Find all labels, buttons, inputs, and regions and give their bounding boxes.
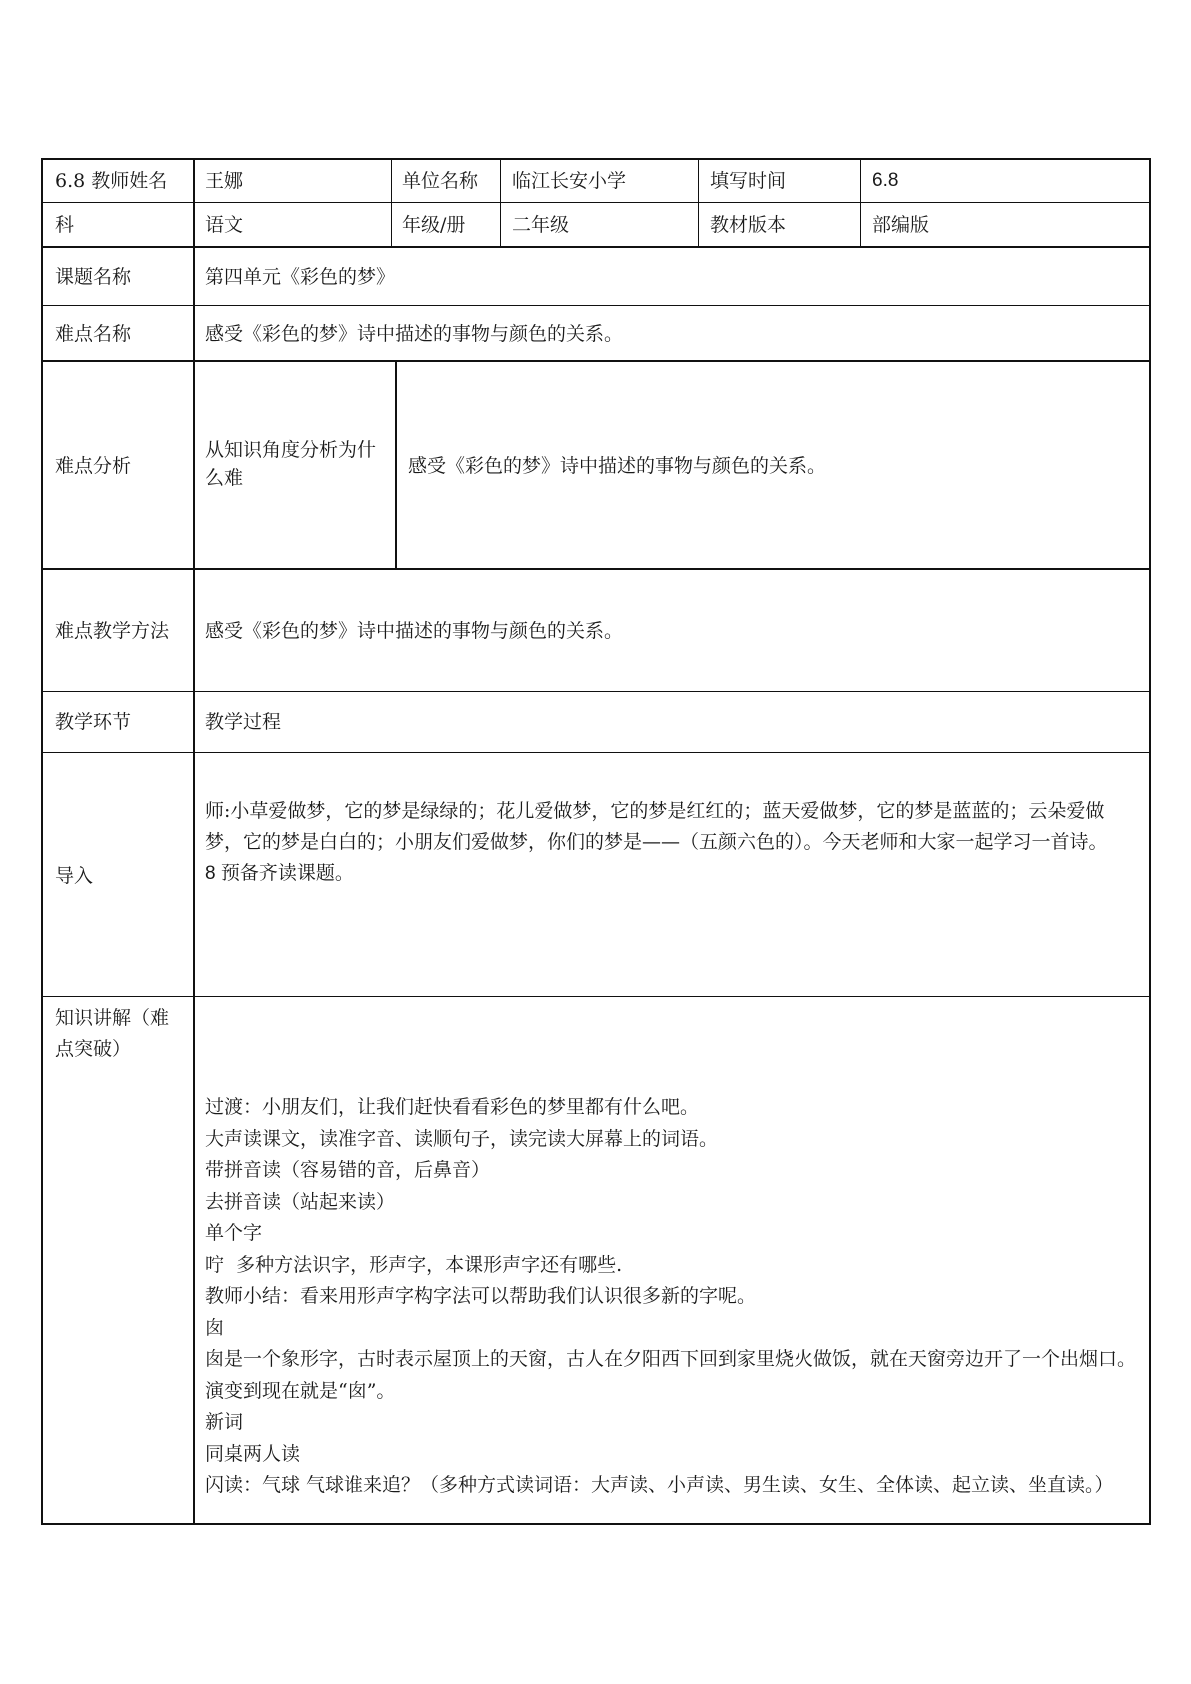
intro-paragraph-2: 8 预备齐读课题。 [205,863,354,884]
header-divider-3 [698,158,699,247]
knowledge-line-9: 囱是一个象形字，古时表示屋顶上的天窗，古人在夕阳西下回到家里烧火做饭，就在天窗旁边开了一个出烟口。演变到现在就是“囱”。 [205,1348,1137,1402]
table-border-right [1149,158,1151,1525]
topic-label: 课题名称 [55,266,132,288]
date-label: 填写时间 [710,170,787,192]
knowledge-line-7: 教师小结：看来用形声字构字法可以帮助我们认识很多新的字呢。 [205,1285,757,1307]
subject-label: 科 [55,214,75,236]
edition-label: 教材版本 [710,214,787,236]
knowledge-line-2: 大声读课文，读准字音、读顺句子，读完读大屏幕上的词语。 [205,1127,719,1150]
table-rule-3 [41,305,1151,306]
unit-name: 临江长安小学 [512,170,627,192]
knowledge-line-8: 囱 [205,1316,225,1339]
date-value: 6.8 [872,170,899,191]
knowledge-line-10: 新词 [205,1411,244,1433]
analysis-value: 感受《彩色的梦》诗中描述的事物与颜色的关系。 [408,455,827,477]
intro-label: 导入 [55,865,94,887]
teacher-label: 6.8 教师姓名 [55,170,168,192]
grade-label: 年级/册 [402,214,466,236]
table-rule-6 [41,691,1151,692]
table-rule-4 [41,360,1151,362]
subject-value: 语文 [205,214,244,236]
grade-value: 二年级 [512,214,570,236]
table-rule-bottom [41,1523,1151,1525]
difficulty-value: 感受《彩色的梦》诗中描述的事物与颜色的关系。 [205,323,624,345]
header-divider-4 [860,158,861,247]
knowledge-body [205,1092,1141,1502]
table-divider-label-column [193,158,195,1525]
knowledge-line-1: 过渡：小朋友们，让我们赶快看看彩色的梦里都有什么吧。 [205,1096,700,1118]
knowledge-line-4: 去拼音读（站起来读） [205,1190,396,1213]
knowledge-line-3: 带拼音读（容易错的音，后鼻音） [205,1159,491,1181]
unit-label: 单位名称 [402,170,479,192]
edition-value: 部编版 [872,214,930,236]
analysis-divider [395,361,397,569]
difficulty-label: 难点名称 [55,323,132,345]
analysis-sub-label: 从知识角度分析为什么难 [205,439,377,489]
knowledge-label: 知识讲解（难点突破） [55,1007,170,1060]
table-rule-7 [41,752,1151,753]
analysis-label: 难点分析 [55,455,132,477]
method-value: 感受《彩色的梦》诗中描述的事物与颜色的关系。 [205,620,624,642]
knowledge-line-5: 单个字 [205,1222,263,1244]
teacher-name: 王娜 [205,170,244,192]
intro-body [205,796,1141,889]
knowledge-line-6: 咛 多种方法识字，形声字，本课形声字还有哪些. [205,1253,623,1276]
table-rule-1 [41,202,1151,203]
process-value: 教学过程 [205,711,282,733]
method-label: 难点教学方法 [55,620,170,642]
header-divider-1 [391,158,392,247]
header-divider-2 [500,158,501,247]
table-rule-2 [41,246,1151,248]
topic-value: 第四单元《彩色的梦》 [205,266,396,288]
table-rule-top [41,158,1151,160]
intro-paragraph-1: 师:小草爱做梦，它的梦是绿绿的；花儿爱做梦，它的梦是红红的；蓝天爱做梦，它的梦是蓝蓝的；云朵爱做梦，它的梦是白白的；小朋友们爱做梦，你们的梦是——（五颜六色的）。今天老师和大家一起学习一首诗。 [205,800,1108,853]
table-border-left [41,158,43,1525]
knowledge-line-12: 闪读：气球 气球谁来追？（多种方式读词语：大声读、小声读、男生读、女生、全体读、起立读、坐直读。） [205,1474,1114,1496]
knowledge-line-11: 同桌两人读 [205,1442,301,1465]
table-rule-5 [41,568,1151,570]
process-label: 教学环节 [55,711,132,733]
table-rule-8 [41,996,1151,997]
